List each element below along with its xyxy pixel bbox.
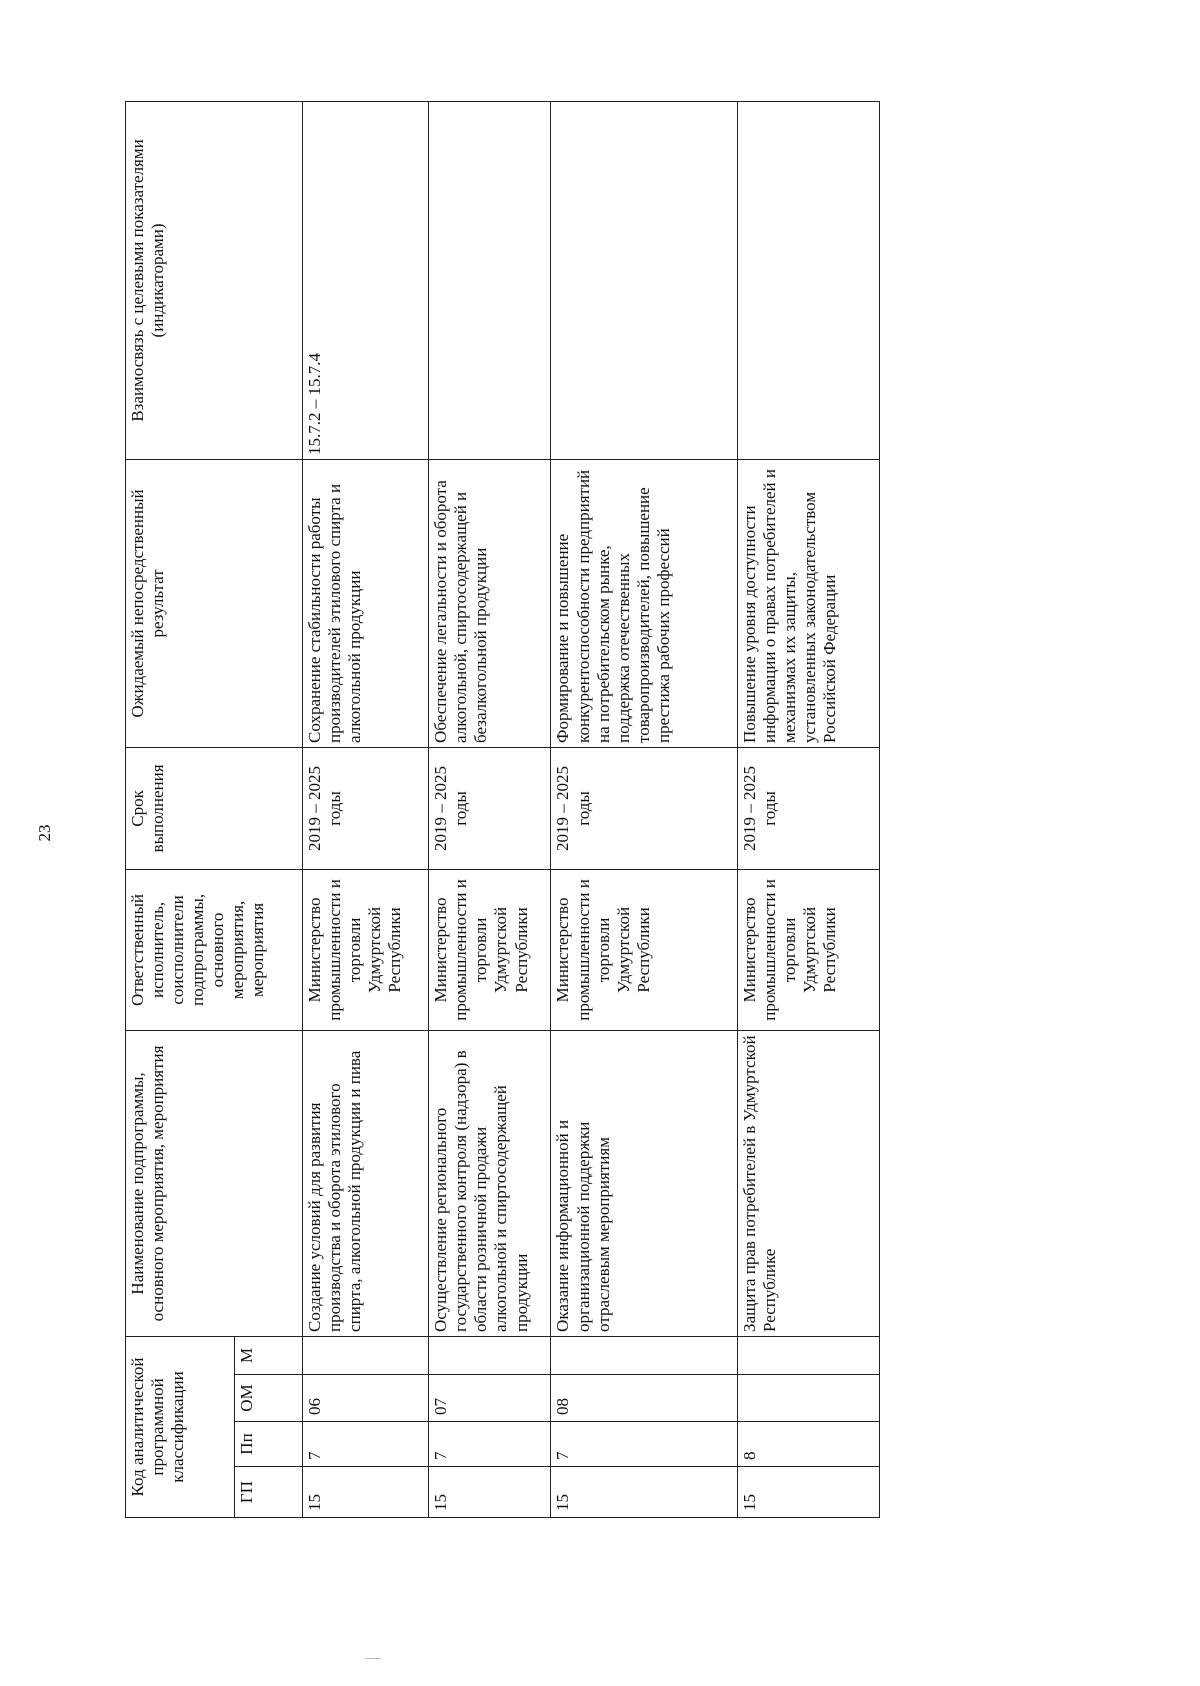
header-pp: Пп — [235, 1422, 303, 1467]
cell-link — [429, 101, 551, 459]
cell-gp: 15 — [303, 1467, 429, 1518]
header-row-1 — [126, 101, 235, 1517]
cell-name: Оказание информационной и организационной поддержки отраслевым мероприятиям — [551, 1030, 737, 1336]
table-row — [551, 101, 737, 1517]
cell-pp: 8 — [737, 1422, 879, 1467]
cell-name: Защита прав потребителей в Удмуртской Республике — [737, 1030, 879, 1336]
header-result: Ожидаемый непосредственный результат — [126, 459, 303, 747]
header-responsible: Ответственный исполнитель, соисполнители подпрограммы, основного мероприятия, мероприятия — [126, 869, 303, 1030]
cell-pp: 7 — [551, 1422, 737, 1467]
table-row — [737, 101, 879, 1517]
cell-result: Формирование и повышение конкурентоспособности предприятий на потребительском рынке, поддержка отечественных товаропроизводителей, повышение престижа рабочих профессий — [551, 459, 737, 747]
cell-responsible: Министерство промышленности и торговли Удмуртской Республики — [737, 869, 879, 1030]
header-gp: ГП — [235, 1467, 303, 1518]
table-row — [429, 101, 551, 1517]
cell-om: 08 — [551, 1375, 737, 1422]
cell-gp: 15 — [737, 1467, 879, 1518]
cell-m — [551, 1336, 737, 1374]
cell-term: 2019 – 2025 годы — [551, 747, 737, 869]
cell-result: Обеспечение легальности и оборота алкогольной, спиртосодержащей и безалкогольной продукции — [429, 459, 551, 747]
cell-result: Повышение уровня доступности информации о правах потребителей и механизмах их защиты, установленных законодательством Российской Федерации — [737, 459, 879, 747]
cell-m — [303, 1336, 429, 1374]
cell-om: 06 — [303, 1375, 429, 1422]
cell-pp: 7 — [303, 1422, 429, 1467]
header-link: Взаимосвязь с целевыми показателями (индикаторами) — [126, 101, 303, 459]
header-code-group: Код аналитической программной классификации — [126, 1336, 235, 1517]
header-om: ОМ — [235, 1375, 303, 1422]
cell-term: 2019 – 2025 годы — [737, 747, 879, 869]
cell-link — [737, 101, 879, 459]
cell-result: Сохранение стабильности работы производителей этилового спирта и алкогольной продукции — [303, 459, 429, 747]
cell-link — [551, 101, 737, 459]
cell-name: Осуществление регионального государственного контроля (надзора) в области розничной продажи алкогольной и спиртосодержащей продукции — [429, 1030, 551, 1336]
cell-term: 2019 – 2025 годы — [303, 747, 429, 869]
page-number: 23 — [35, 824, 54, 842]
header-m: М — [235, 1336, 303, 1374]
scan-artifact — [365, 1658, 381, 1659]
rotated-table-container — [125, 102, 880, 1518]
cell-gp: 15 — [429, 1467, 551, 1518]
program-table — [125, 101, 880, 1518]
cell-om: 07 — [429, 1375, 551, 1422]
cell-gp: 15 — [551, 1467, 737, 1518]
cell-responsible: Министерство промышленности и торговли Удмуртской Республики — [303, 869, 429, 1030]
table-row — [303, 101, 429, 1517]
cell-pp: 7 — [429, 1422, 551, 1467]
cell-responsible: Министерство промышленности и торговли Удмуртской Республики — [551, 869, 737, 1030]
cell-responsible: Министерство промышленности и торговли Удмуртской Республики — [429, 869, 551, 1030]
cell-term: 2019 – 2025 годы — [429, 747, 551, 869]
header-term: Срок выполнения — [126, 747, 303, 869]
cell-om — [737, 1375, 879, 1422]
cell-name: Создание условий для развития производства и оборота этилового спирта, алкогольной продукции и пива — [303, 1030, 429, 1336]
cell-m — [737, 1336, 879, 1374]
cell-link: 15.7.2 – 15.7.4 — [303, 101, 429, 459]
cell-m — [429, 1336, 551, 1374]
header-name: Наименование подпрограммы, основного мероприятия, мероприятия — [126, 1030, 303, 1336]
